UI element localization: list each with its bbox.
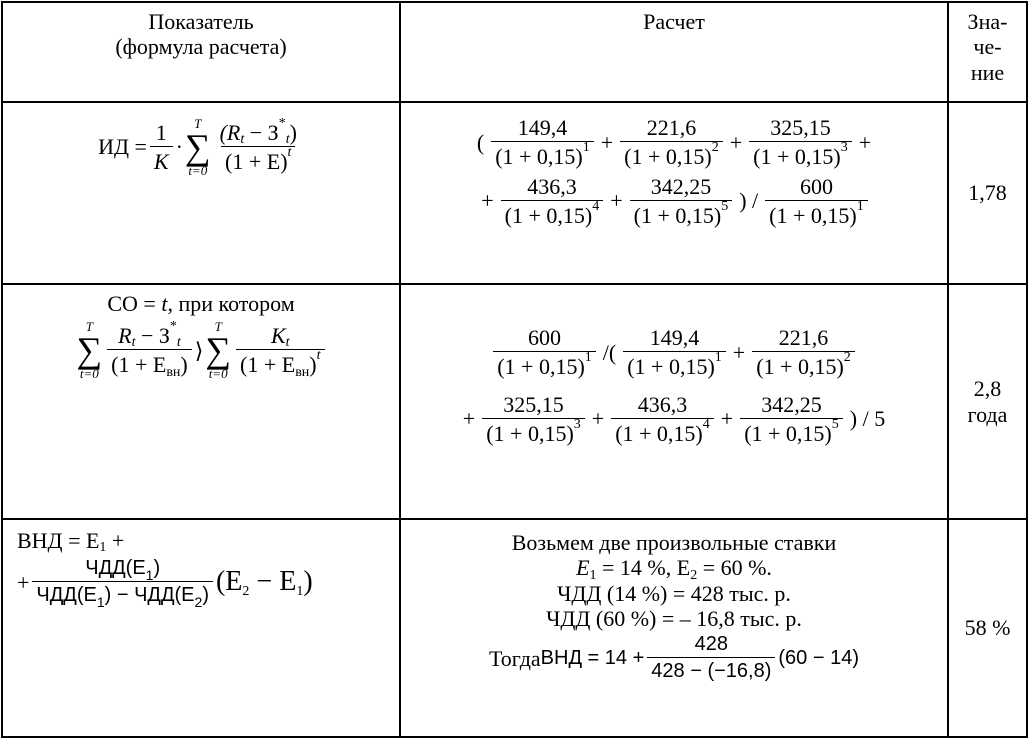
pi-term-1-num: 149,4	[517, 115, 568, 140]
value-irr	[948, 519, 1027, 737]
pb-num2-k: K	[270, 323, 286, 349]
pb-lead	[493, 325, 596, 380]
irr-num: ЧДД(E	[85, 557, 146, 580]
pi-term-1-exp: 1	[582, 140, 590, 156]
formula-payback	[2, 284, 400, 519]
irr-calc-e2-sub: 2	[690, 567, 698, 583]
row-profitability-index	[2, 102, 1027, 284]
pi-plus: +	[858, 129, 872, 155]
pb-lead-exp: 1	[584, 350, 592, 366]
header-value-part1: Зна-	[967, 9, 1008, 34]
pi-k-num: 1	[155, 119, 167, 145]
pb-term-1	[623, 325, 726, 380]
pb-plus: +	[462, 406, 476, 432]
irr-tail-mid: − E	[249, 566, 297, 598]
calc-payback	[400, 284, 948, 519]
calc-pi-line2	[401, 174, 947, 229]
irr-den-a: ЧДД(E	[36, 584, 97, 607]
irr-calc-num: 428	[694, 633, 729, 656]
pi-term-5-num: 342,25	[650, 173, 712, 199]
payback-sum1-bottom: t=0	[79, 366, 99, 382]
pi-term-5	[630, 174, 733, 229]
irr-calc-line1: Возьмем две произвольные ставки	[511, 530, 837, 555]
pb-plus: +	[720, 406, 734, 432]
irr-calc-line2	[401, 555, 947, 583]
pb-term-3-num: 325,15	[503, 391, 564, 417]
pi-num-end: )	[289, 119, 297, 145]
irr-fraction	[32, 557, 213, 611]
pi-num-r-sub: t	[240, 132, 245, 147]
irr-calc-tail: (60 − 14)	[778, 647, 859, 670]
payback-sum1: T ∑ t=0	[76, 319, 103, 382]
pi-term-3-den: $(1 + 0,15)^3$	[749, 141, 852, 169]
sum-symbol: T ∑ t=0	[184, 116, 211, 179]
pi-term-2	[620, 115, 723, 170]
pb-lead-num: 600	[528, 325, 561, 350]
pb-term-2-exp: 2	[843, 350, 851, 366]
sum-bottom: t=0	[188, 163, 208, 179]
pb-lead-den: $(1 + 0,15)^1$	[493, 351, 596, 379]
header-value-part3: ние	[970, 59, 1005, 85]
pb-den1: (1 + E	[111, 352, 167, 378]
pb-term-5	[740, 392, 843, 447]
irr-num-sub: 1	[145, 567, 154, 584]
row-irr	[2, 519, 1027, 737]
header-indicator-label: Показатель	[148, 9, 254, 34]
pb-den2-end: )	[309, 352, 317, 378]
calc-pi-line1	[401, 115, 947, 170]
irr-tail: (E	[215, 566, 243, 598]
pi-num-z: − З	[244, 119, 279, 145]
pb-term-1-exp: 1	[714, 350, 722, 366]
pb-term-3-den: $(1 + 0,15)^3$	[482, 418, 585, 446]
payback-t: t	[161, 291, 168, 316]
irr-lhs: ВНД = E	[17, 528, 100, 553]
calc-payback-line2	[401, 392, 947, 447]
irr-tail-sub: 2	[242, 584, 250, 600]
pi-lhs: ИД =	[98, 134, 147, 160]
pb-term-1-num: 149,4	[649, 325, 700, 350]
pi-plus: +	[610, 188, 623, 214]
pb-den1-end: )	[180, 352, 188, 378]
pb-term-4-exp: 4	[702, 416, 710, 432]
pb-den1-sub: вн	[166, 364, 181, 380]
irr-lhs-sub: 1	[99, 540, 107, 556]
pb-term-2	[752, 325, 855, 380]
irr-calc-lhs: ВНД = 14 +	[540, 646, 645, 669]
value-payback	[948, 284, 1027, 519]
pb-den2-sup: t	[316, 348, 321, 364]
payback-sum2-top: T	[214, 319, 222, 335]
payback-sum2-bottom: t=0	[208, 366, 228, 382]
pi-plus: +	[481, 188, 494, 214]
pi-term-5-exp: 5	[721, 198, 729, 214]
pb-term-5-exp: 5	[831, 416, 839, 432]
formula-irr	[2, 519, 400, 737]
pi-divisor-den: $(1 + 0,15)^1$	[765, 200, 868, 228]
pi-term-2-num: 221,6	[646, 115, 697, 140]
pb-term-5-den: $(1 + 0,15)^5$	[740, 418, 843, 446]
pb-term-1-den: $(1 + 0,15)^1$	[623, 351, 726, 379]
irr-calc-fraction	[647, 633, 775, 683]
pb-num1-r-sub: t	[131, 335, 136, 351]
irr-calc-e2-val: = 60 %.	[697, 555, 772, 581]
pi-num-z-sub: t	[285, 132, 290, 147]
pi-divisor-exp: 1	[856, 198, 864, 214]
pb-num1-z: − З	[135, 323, 170, 349]
pi-term-3-num: 325,15	[770, 115, 831, 140]
header-row	[2, 2, 1027, 102]
pi-term-4	[501, 174, 604, 229]
header-indicator	[2, 2, 400, 102]
pb-term-4	[611, 392, 714, 447]
irr-calc-line4: ЧДД (60 %) = – 16,8 тыс. р.	[546, 605, 802, 631]
irr-calc-den: 428 − (−16,8)	[647, 657, 775, 683]
pb-num2-k-sub: t	[285, 335, 290, 351]
row-payback-period	[2, 284, 1027, 519]
pi-term-4-den: $(1 + 0,15)^4$	[501, 200, 604, 228]
pb-term-2-den: $(1 + 0,15)^2$	[752, 351, 855, 379]
pb-plus: +	[732, 339, 746, 365]
pi-divisor	[765, 174, 868, 229]
pi-plus: +	[729, 129, 743, 155]
pi-k-den: K	[150, 146, 173, 174]
sum-top: T	[194, 116, 202, 131]
pi-term-1-den: $(1 + 0,15)^1$	[491, 141, 594, 169]
header-value	[948, 2, 1027, 102]
calc-payback-line1	[401, 325, 947, 380]
pi-term-2-exp: 2	[711, 140, 719, 156]
irr-den-end: )	[202, 584, 209, 607]
pi-num-z-sup: *	[278, 115, 286, 131]
pi-term-3	[749, 115, 852, 170]
header-indicator-sublabel: (формула расчета)	[115, 34, 287, 60]
pb-plus: +	[591, 406, 605, 432]
payback-sum1-top: T	[85, 319, 93, 335]
calc-pi	[400, 102, 948, 284]
header-value-part2: че-	[973, 34, 1002, 60]
irr-tail-end: )	[303, 566, 313, 598]
pb-term-2-num: 221,6	[778, 325, 829, 350]
irr-plus: +	[17, 569, 30, 595]
pi-term-1	[491, 115, 594, 170]
pi-den: (1 + E)	[225, 149, 288, 175]
pi-term-2-den: $(1 + 0,15)^2$	[620, 141, 723, 169]
irr-den-mid: ) − ЧДД(E	[104, 584, 195, 607]
irr-calc-line5	[401, 633, 947, 683]
pb-term-3-exp: 3	[573, 416, 581, 432]
pi-term-3-exp: 3	[840, 140, 848, 156]
payback-label: СО =	[107, 291, 162, 316]
payback-condition: , при котором	[167, 291, 295, 316]
pi-term-4-exp: 4	[592, 198, 600, 214]
formula-pi: ИД = $\frac{1}{K}$ · T ∑ t=0 $\frac{(R_t - З^*_t)}{(1 + E)^t}$	[2, 102, 400, 284]
pi-inv-k	[150, 120, 173, 175]
pb-term-3	[482, 392, 585, 447]
pi-divisor-num: 600	[799, 173, 833, 199]
irr-calc-e1: E	[576, 555, 590, 581]
pb-den2: (1 + E	[240, 352, 296, 378]
irr-num-end: )	[153, 557, 161, 580]
irr-tail-sub2: 1	[296, 584, 304, 600]
value-pi-text: 1,78	[968, 180, 1007, 206]
pb-term-5-num: 342,25	[761, 391, 822, 417]
pb-num1-z-sup: *	[169, 319, 177, 335]
value-payback-number: 2,8	[973, 376, 1002, 402]
pb-term-4-den: $(1 + 0,15)^4$	[611, 418, 714, 446]
calc-irr	[400, 519, 948, 737]
payback-gt: ⟩	[194, 337, 204, 363]
calculation-table	[1, 1, 1028, 738]
pb-num1-z-sub: t	[176, 335, 181, 351]
payback-frac2	[236, 323, 325, 378]
pb-close-div: ) / 5	[849, 406, 886, 432]
irr-calc-e2: = 14 %, E	[596, 555, 691, 581]
pi-close-div: ) /	[739, 188, 759, 214]
pi-open: (	[476, 129, 485, 155]
pi-term-4-num: 436,3	[527, 173, 577, 199]
pb-div-open: /(	[602, 339, 617, 365]
irr-calc-then: Тогда	[489, 645, 541, 671]
value-payback-unit: года	[967, 401, 1008, 427]
pi-den-sup: t	[287, 145, 292, 161]
irr-lhs-end: +	[106, 528, 125, 553]
header-calculation-label: Расчет	[643, 9, 705, 34]
payback-sum2: T ∑ t=0	[205, 319, 232, 382]
pb-term-4-num: 436,3	[637, 391, 688, 417]
payback-frac1	[107, 319, 192, 380]
header-calculation	[400, 2, 948, 102]
irr-den-a-sub: 1	[96, 594, 105, 611]
pi-num-r: (R	[219, 119, 241, 145]
pi-main-fraction	[216, 115, 301, 175]
value-irr-text: 58 %	[964, 615, 1011, 641]
irr-calc-line3: ЧДД (14 %) = 428 тыс. р.	[557, 580, 791, 606]
pi-term-5-den: $(1 + 0,15)^5$	[630, 200, 733, 228]
irr-den-b-sub: 2	[194, 594, 203, 611]
pb-num1-r: R	[118, 323, 132, 349]
irr-calc-e1-sub: 1	[589, 567, 597, 583]
value-pi	[948, 102, 1027, 284]
pb-den2-sub: вн	[295, 364, 310, 380]
pi-plus: +	[600, 129, 614, 155]
